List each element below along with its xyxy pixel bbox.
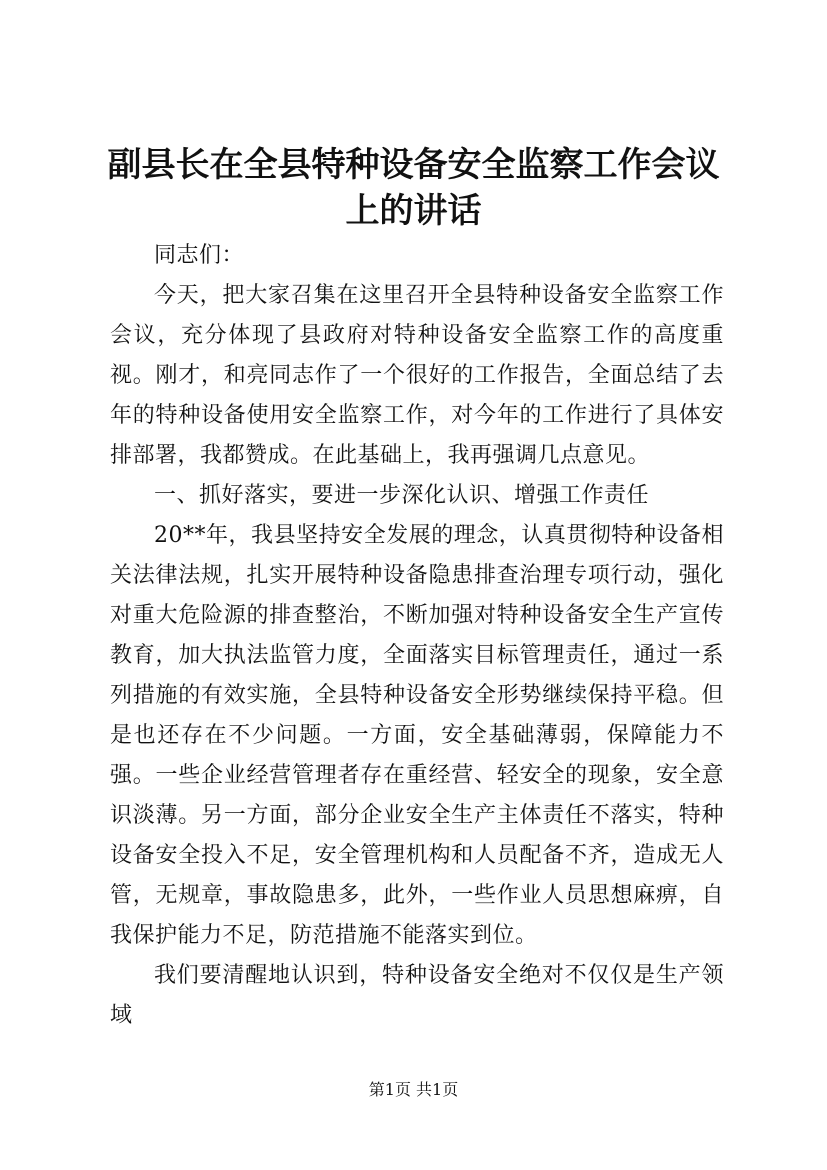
page-footer: 第1页 共1页 bbox=[368, 1080, 459, 1099]
section-heading-1: 一、抓好落实，要进一步深化认识、增强工作责任 bbox=[154, 483, 650, 508]
paragraph-awareness: 我们要清醒地认识到，特种设备安全绝对不仅仅是生产领域 bbox=[110, 963, 724, 1028]
paragraph-salutation: 同志们： bbox=[154, 243, 245, 268]
document-body bbox=[110, 236, 724, 1036]
document-title: 副县长在全县特种设备安全监察工作会议上的讲话 bbox=[107, 145, 720, 231]
paragraph-situation: 20**年，我县坚持安全发展的理念，认真贯彻特种设备相关法律法规，扎实开展特种设备隐患排查治理专项行动，强化对重大危险源的排查整治，不断加强对特种设备安全生产宣传教育，加大执法监管力度，全面落实目标管理责任，通过一系列措施的有效实施，全县特种设备安全形势继续保持平稳。但是也还存在不少问题。一方面，安全基础薄弱，保障能力不强。一些企业经营管理者存在重经营、轻安全的现象，安全意识淡薄。另一方面，部分企业安全生产主体责任不落实，特种设备安全投入不足，安全管理机构和人员配备不齐，造成无人管，无规章，事故隐患多，此外，一些作业人员思想麻痹，自我保护能力不足，防范措施不能落实到位。 bbox=[110, 523, 724, 948]
paragraph-intro: 今天，把大家召集在这里召开全县特种设备安全监察工作会议，充分体现了县政府对特种设备安全监察工作的高度重视。刚才，和亮同志作了一个很好的工作报告，全面总结了去年的特种设备使用安全监察工作，对今年的工作进行了具体安排部署，我都赞成。在此基础上，我再强调几点意见。 bbox=[110, 283, 724, 468]
